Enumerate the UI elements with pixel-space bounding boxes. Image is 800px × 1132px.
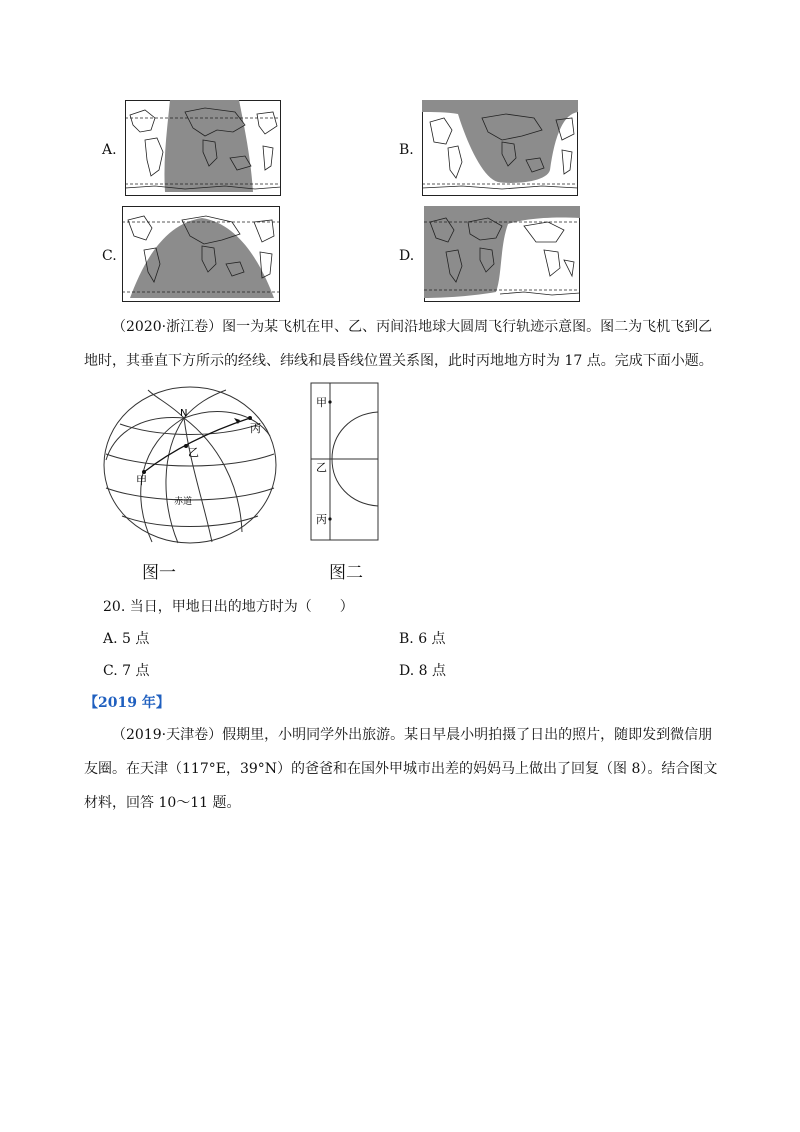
option-c-label: C. xyxy=(102,248,117,264)
tianjin-question-text: （2019·天津卷）假期里，小明同学外出旅游。某日早晨小明拍摄了日出的照片，随即发到微信朋友圈。在天津（117°E，39°N）的爸爸和在国外甲城市出差的妈妈马上做出了回复（图 8）。结合图文材料，回答 10～11 题。 xyxy=(84,727,718,811)
question20-option-c: C. 7 点 xyxy=(103,663,150,679)
option-b-map xyxy=(422,100,578,196)
question20-stem: 20. 当日，甲地日出的地方时为（ ） xyxy=(103,599,354,615)
section-heading-2019: 【2019 年】 xyxy=(84,695,170,711)
option-d-map xyxy=(424,206,580,302)
option-b-label: B. xyxy=(399,142,414,158)
figure2-diagram xyxy=(310,382,380,542)
question20-option-a: A. 5 点 xyxy=(103,631,150,647)
figure1-label-bing: 丙 xyxy=(250,422,261,435)
option-d-label: D. xyxy=(399,248,415,264)
figure2-caption: 图二 xyxy=(329,563,363,583)
figure2-label-yi: 乙 xyxy=(316,461,327,474)
question20-option-b: B. 6 点 xyxy=(399,631,446,647)
figure1-label-jia: 甲 xyxy=(136,474,147,487)
option-a-label: A. xyxy=(102,142,117,158)
question-intro: （2020·浙江卷）图一为某飞机在甲、乙、丙间沿地球大圆周飞行轨迹示意图。图二为飞机飞到乙地时，其垂直下方所示的经线、纬线和晨昏线位置关系图，此时丙地地方时为 17 点。完成下面小题。 xyxy=(84,319,713,369)
option-c-map xyxy=(122,206,280,302)
figure1-north-label: N xyxy=(180,408,188,419)
figure1-equator-label: 赤道 xyxy=(174,497,193,507)
figure1-caption: 图一 xyxy=(142,563,176,583)
figure2-label-bing: 丙 xyxy=(316,513,327,526)
option-a-map xyxy=(125,100,281,196)
figure1-globe xyxy=(100,384,280,546)
figure1-label-yi: 乙 xyxy=(188,446,199,459)
question20-option-d: D. 8 点 xyxy=(399,663,446,679)
figure2-label-jia: 甲 xyxy=(316,396,327,409)
